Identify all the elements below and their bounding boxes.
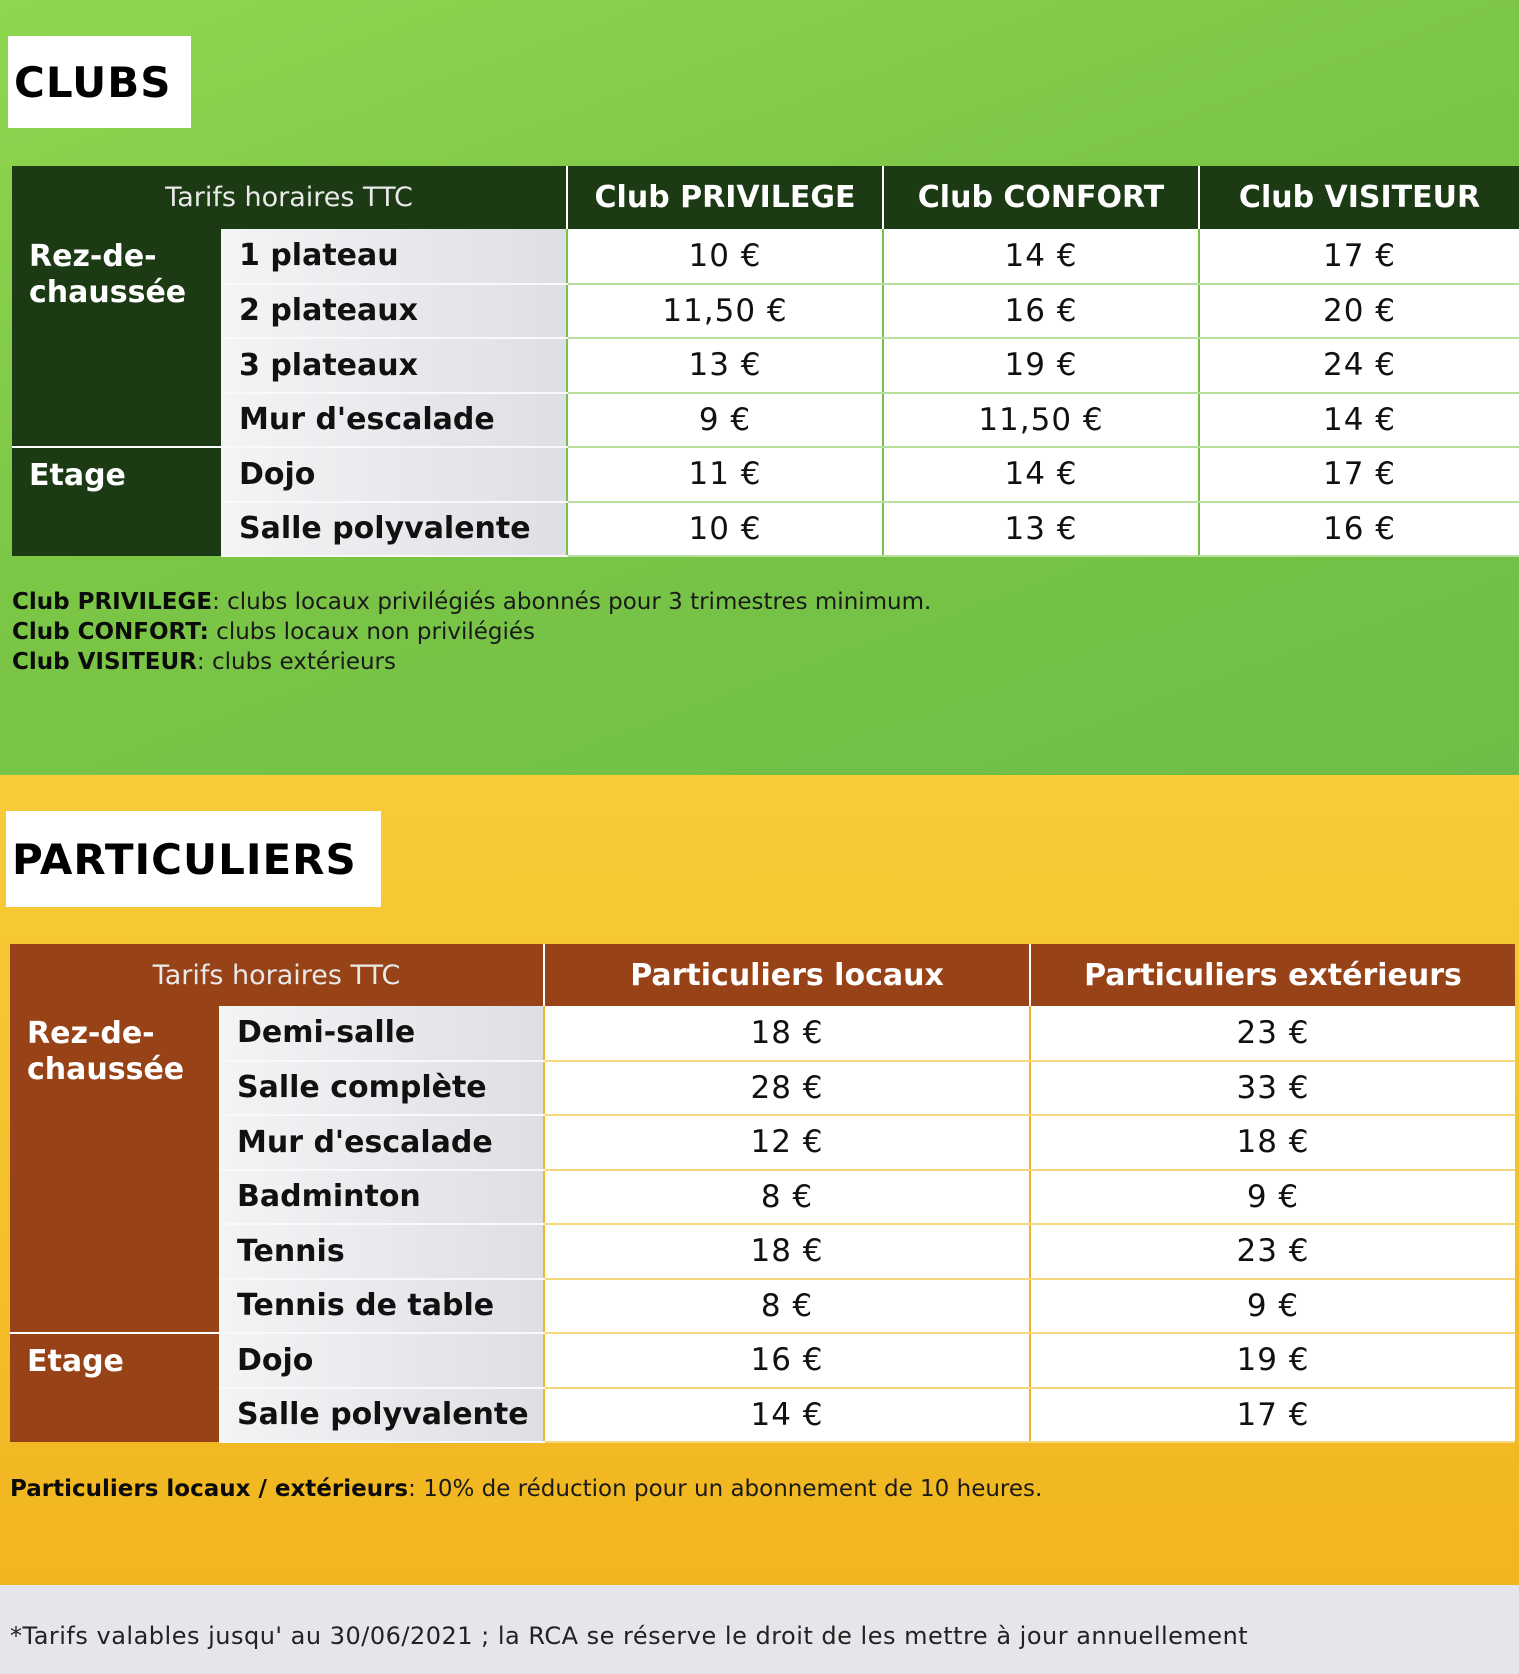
price-cell: 16 € xyxy=(883,284,1199,339)
room-name: Mur d'escalade xyxy=(219,1115,544,1170)
price-cell: 14 € xyxy=(883,229,1199,284)
price-cell: 23 € xyxy=(1030,1224,1515,1279)
price-cell: 16 € xyxy=(1199,502,1519,557)
table-row xyxy=(10,1006,1515,1061)
price-cell: 10 € xyxy=(567,229,883,284)
table-row xyxy=(12,502,1519,557)
price-cell: 18 € xyxy=(544,1224,1030,1279)
room-name: 1 plateau xyxy=(221,229,567,284)
price-cell: 11,50 € xyxy=(567,284,883,339)
price-cell: 17 € xyxy=(1199,229,1519,284)
price-cell: 19 € xyxy=(1030,1333,1515,1388)
note-text: clubs locaux non privilégiés xyxy=(216,619,536,645)
price-cell: 13 € xyxy=(567,338,883,393)
note-text: 10% de réduction pour un abonnement de 10 heures. xyxy=(423,1476,1043,1502)
room-name: 2 plateaux xyxy=(221,284,567,339)
note-separator: : xyxy=(408,1476,424,1502)
price-cell: 11,50 € xyxy=(883,393,1199,448)
note-term: Club VISITEUR xyxy=(12,649,197,675)
floor-group-label: Rez-de- chaussée xyxy=(12,229,221,447)
room-name: Salle polyvalente xyxy=(221,502,567,557)
particuliers-notes xyxy=(10,1474,1042,1504)
clubs-title: CLUBS xyxy=(8,36,191,128)
particuliers-tariff-table xyxy=(10,944,1515,1443)
header-label: Tarifs horaires TTC xyxy=(12,166,567,229)
note-text: clubs extérieurs xyxy=(211,649,396,675)
note-separator: : xyxy=(196,649,212,675)
price-cell: 13 € xyxy=(883,502,1199,557)
table-row xyxy=(10,1115,1515,1170)
header-column: Club VISITEUR xyxy=(1238,180,1481,215)
room-name: Badminton xyxy=(219,1170,544,1225)
price-cell: 10 € xyxy=(567,502,883,557)
price-cell: 11 € xyxy=(567,447,883,502)
price-cell: 14 € xyxy=(544,1388,1030,1443)
room-name: Salle polyvalente xyxy=(219,1388,544,1443)
table-row xyxy=(10,1170,1515,1225)
table-row xyxy=(12,338,1519,393)
room-name: Demi-salle xyxy=(219,1006,544,1061)
header-label: Tarifs horaires TTC xyxy=(10,944,544,1006)
price-cell: 16 € xyxy=(544,1333,1030,1388)
price-cell: 33 € xyxy=(1030,1061,1515,1116)
note-separator: : xyxy=(212,589,228,615)
table-row xyxy=(10,1279,1515,1334)
table-row xyxy=(12,284,1519,339)
price-cell: 8 € xyxy=(544,1170,1030,1225)
floor-group-label: Rez-de- chaussée xyxy=(10,1006,219,1333)
table-row xyxy=(10,1333,1515,1388)
table-header-row xyxy=(10,944,1515,1006)
price-cell: 18 € xyxy=(544,1006,1030,1061)
price-cell: 14 € xyxy=(883,447,1199,502)
header-column: Particuliers locaux xyxy=(544,944,1030,1006)
room-name: Mur d'escalade xyxy=(221,393,567,448)
price-cell: 17 € xyxy=(1199,447,1519,502)
room-name: Tennis xyxy=(219,1224,544,1279)
note-term: Club CONFORT: xyxy=(12,619,209,645)
note-line xyxy=(12,587,931,617)
note-term: Club PRIVILEGE xyxy=(12,589,213,615)
price-cell: 20 € xyxy=(1199,284,1519,339)
table-row xyxy=(12,393,1519,448)
note-term: Particuliers locaux / extérieurs xyxy=(10,1476,409,1502)
floor-group-label: Etage xyxy=(12,447,221,556)
price-cell: 9 € xyxy=(1030,1279,1515,1334)
price-cell: 12 € xyxy=(544,1115,1030,1170)
price-cell: 24 € xyxy=(1199,338,1519,393)
room-name: Tennis de table xyxy=(219,1279,544,1334)
room-name: 3 plateaux xyxy=(221,338,567,393)
particuliers-title: PARTICULIERS xyxy=(6,811,381,907)
table-row xyxy=(12,447,1519,502)
price-cell: 17 € xyxy=(1030,1388,1515,1443)
price-cell: 19 € xyxy=(883,338,1199,393)
price-cell: 28 € xyxy=(544,1061,1030,1116)
validity-footnote: *Tarifs valables jusqu' au 30/06/2021 ; la RCA se réserve le droit de les mettre à jour annuellement xyxy=(10,1622,1249,1650)
table-row xyxy=(12,229,1519,284)
table-row xyxy=(10,1224,1515,1279)
header-column: Club PRIVILEGE xyxy=(567,166,883,229)
clubs-tariff-table xyxy=(12,166,1519,557)
price-cell: 23 € xyxy=(1030,1006,1515,1061)
price-cell: 18 € xyxy=(1030,1115,1515,1170)
note-text: clubs locaux privilégiés abonnés pour 3 trimestres minimum. xyxy=(227,589,932,615)
note-line xyxy=(12,647,931,677)
header-column: Club CONFORT xyxy=(883,166,1199,229)
price-cell: 8 € xyxy=(544,1279,1030,1334)
note-line xyxy=(12,617,931,647)
table-row xyxy=(10,1061,1515,1116)
price-cell: 9 € xyxy=(1030,1170,1515,1225)
clubs-notes xyxy=(12,587,931,677)
room-name: Dojo xyxy=(221,447,567,502)
room-name: Salle complète xyxy=(219,1061,544,1116)
room-name: Dojo xyxy=(219,1333,544,1388)
price-cell: 14 € xyxy=(1199,393,1519,448)
floor-group-label: Etage xyxy=(10,1333,219,1442)
header-column: Particuliers extérieurs xyxy=(1084,957,1462,993)
table-header-row xyxy=(12,166,1519,229)
note-line xyxy=(10,1474,1042,1504)
table-row xyxy=(10,1388,1515,1443)
price-cell: 9 € xyxy=(567,393,883,448)
